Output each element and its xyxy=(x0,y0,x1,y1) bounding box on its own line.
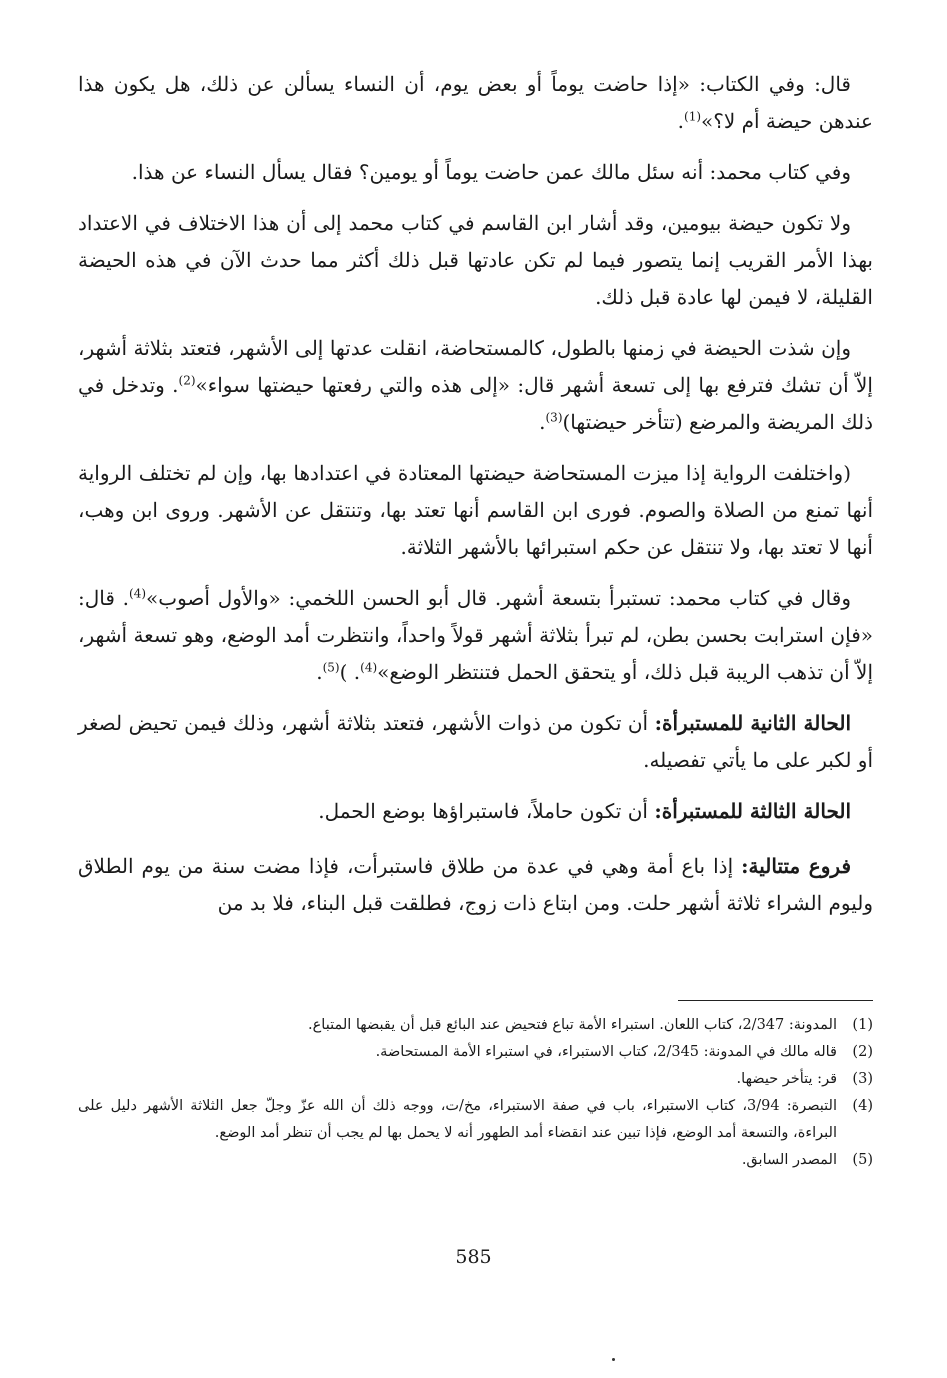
section-lead: الحالة الثالثة للمستبرأة: xyxy=(654,799,851,823)
paragraph-5: (واختلفت الرواية إذا ميزت المستحاضة حيضتها المعتادة في اعتدادها بها، وإن لم تختلف الرواية أنها تمنع من الصلاة والصوم. فورى ابن القاسم أنها تعتد بها، وتنتقل عن الأشهر. وروى ابن وهب، أنها لا تعتد بها، ولا تنتقل عن حكم استبرائها بالأشهر الثلاثة. xyxy=(78,461,873,559)
paragraph-8: الحالة الثالثة للمستبرأة: أن تكون حاملاً، فاستبراؤها بوضع الحمل. xyxy=(318,799,851,823)
paragraph-9: فروع متتالية: إذا باع أمة وهي في عدة من طلاق فاستبرأت، فإذا مضت سنة من يوم الطلاق وليوم الشراء ثلاثة أشهر حلت. ومن ابتاع ذات زوج، فطلقت قبل البناء، فلا بد من xyxy=(78,854,873,915)
footnote-ref: (3) xyxy=(545,410,563,425)
paragraph-6: وقال في كتاب محمد: تستبرأ بتسعة أشهر. قال أبو الحسن اللخمي: «والأول أصوب»$^{(4)}$. قال: «فإن استرابت بحسن بطن، لم تبرأ بثلاثة أشهر قولاً واحداً، وانتظرت أمد الوضع، وهو تسعة أشهر، إلاّ أن تذهب الريبة قبل ذلك، أو يتحقق الحمل فتنتظر الوضع»$^{(4)}$. )$^{(5)}$. xyxy=(78,586,873,684)
footnotes xyxy=(78,1012,873,1174)
footnote-ref: (1) xyxy=(684,109,702,124)
section-lead: الحالة الثانية للمستبرأة: xyxy=(654,711,851,735)
footnote-divider xyxy=(678,1000,873,1001)
footnote-ref: (5) xyxy=(322,660,340,675)
footnote-item: (5) المصدر السابق. xyxy=(741,1152,873,1168)
section-lead: فروع متتالية: xyxy=(741,854,851,878)
footnote-ref: (2) xyxy=(178,373,196,388)
paragraph-4: وإن شذت الحيضة في زمنها بالطول، كالمستحاضة، انقلت عدتها إلى الأشهر، فتعتد بثلاثة أشهر، إلاّ أن تشك فترفع بها إلى تسعة أشهر قال: «إلى هذه والتي رفعتها حيضتها سواء»$^{(2)}$. وتدخل في ذلك المريضة والمرضع (تتأخر حيضتها)$^{(3)}$. xyxy=(78,336,873,434)
paragraph-3: ولا تكون حيضة بيومين، وقد أشار ابن القاسم في كتاب محمد إلى أن هذا الاختلاف في الاعتداد بهذا الأمر القريب إنما يتصور فيما لم تكن عادتها قبل ذلك أكثر مما حدث الآن في هذه الحيضة القليلة، لا فيمن لها عادة قبل ذلك. xyxy=(78,211,873,309)
paragraph-2: وفي كتاب محمد: أنه سئل مالك عمن حاضت يوماً أو يومين؟ فقال يسأل النساء عن هذا. xyxy=(131,160,851,184)
footnote-item: (1) المدونة: 2/347، كتاب اللعان. استبراء الأمة تباع فتحيض عند البائع قبل أن يقبضها المتباع. xyxy=(308,1017,873,1033)
footnote-item: (3) قر: يتأخر حيضها. xyxy=(736,1071,873,1087)
footnote-ref: (4) xyxy=(360,660,378,675)
paragraph-7: الحالة الثانية للمستبرأة: أن تكون من ذوات الأشهر، فتعتد بثلاثة أشهر، وذلك فيمن تحيض لصغر أو لكبر على ما يأتي تفصيله. xyxy=(78,711,873,772)
paragraph-1: قال: وفي الكتاب: «إذا حاضت يوماً أو بعض يوم، أن النساء يسألن عن ذلك، هل يكون هذا عندهن حيضة أم لا؟»$^{(1)}$. xyxy=(78,72,873,133)
scan-speck xyxy=(612,1358,615,1361)
footnote-item: (2) قاله مالك في المدونة: 2/345، كتاب الاستبراء، في استبراء الأمة المستحاضة. xyxy=(375,1044,873,1060)
footnote-item: (4) التبصرة: 3/94، كتاب الاستبراء، باب في صفة الاستبراء، مخ/ت، ووجه ذلك أن الله عزّ وجلّ جعل الثلاثة الأشهر دليل على البراءة، والتسعة أمد الوضع، فإذا تبين عند انقضاء أمد الطهور أنه لا يحمل بها لم يجب أن تنظر أمد الوضع. xyxy=(78,1098,873,1141)
page-number: 585 xyxy=(455,1246,492,1268)
footnote-ref: (4) xyxy=(129,586,147,601)
main-text xyxy=(78,66,873,936)
